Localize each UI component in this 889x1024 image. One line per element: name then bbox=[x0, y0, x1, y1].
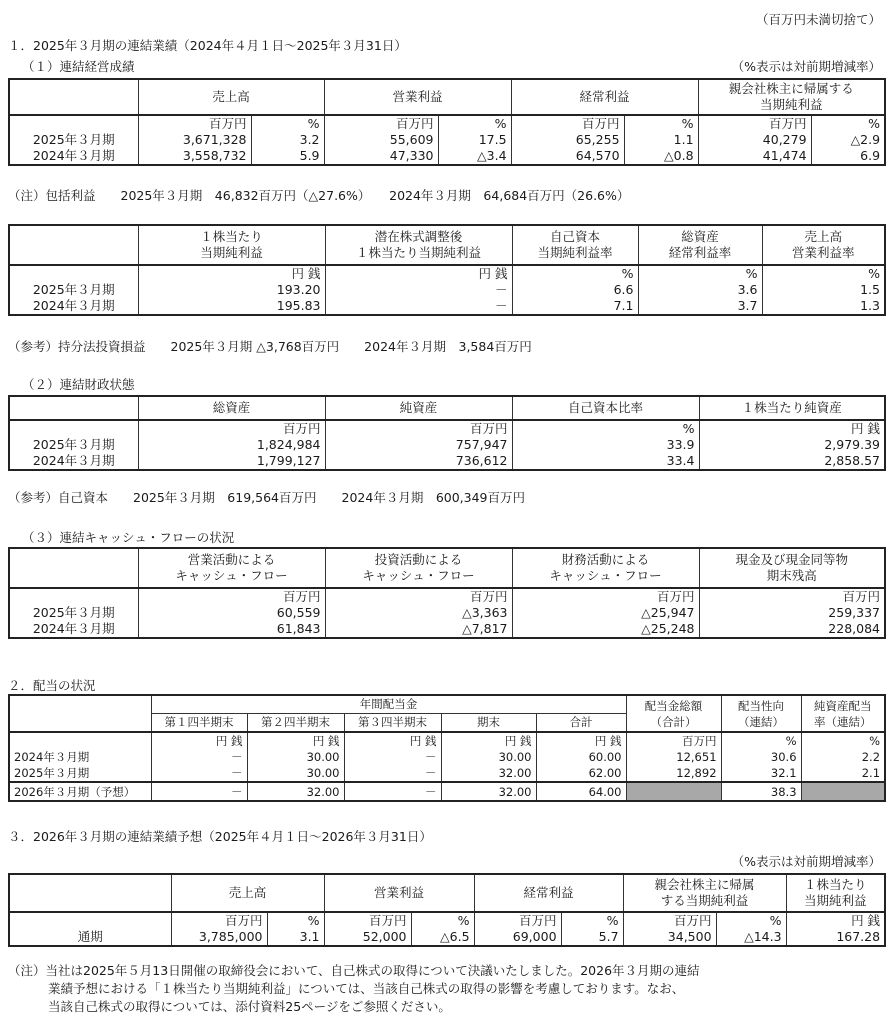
fc-header-eps: １株当たり 当期純利益 bbox=[786, 874, 885, 912]
table-row: 2025年３月期 1,824,984 757,947 33.9 2,979.39 bbox=[9, 437, 885, 453]
unit: 百万円 bbox=[474, 912, 561, 929]
unit: 円 銭 bbox=[344, 732, 441, 749]
fp-header-total-assets: 総資産 bbox=[138, 396, 325, 420]
shaded-cell bbox=[626, 782, 721, 801]
div-header-total: 配当金総額 （合計） bbox=[626, 695, 721, 732]
unit: % bbox=[251, 115, 324, 132]
table-row: 2024年３月期 － 30.00 － 30.00 60.00 12,651 30.6 2.2 bbox=[9, 749, 885, 765]
shaded-cell bbox=[801, 782, 885, 801]
unit: 百万円 bbox=[324, 115, 438, 132]
unit: % bbox=[438, 115, 511, 132]
fp-header-bps: １株当たり純資産 bbox=[699, 396, 885, 420]
cf-header-operating: 営業活動による キャッシュ・フロー bbox=[138, 548, 325, 588]
dividends-title: ２．配当の状況 bbox=[8, 678, 96, 693]
unit: 百万円 bbox=[699, 588, 885, 605]
div-header-sum: 合計 bbox=[536, 713, 626, 732]
unit: % bbox=[762, 265, 885, 282]
cash-flow-title: （３）連結キャッシュ・フローの状況 bbox=[22, 530, 235, 545]
unit: 百万円 bbox=[325, 588, 512, 605]
per-share-table bbox=[8, 224, 886, 316]
forecast-note: （注）当社は2025年５月13日開催の取締役会において、自己株式の取得について決議いたしました。2026年３月期の連結 業績予想における「１株当たり当期純利益」については、当該自己株式の取得の影響を考慮しております。なお、 当該自己株式の取得については、添付資料25ページをご参照ください。 bbox=[8, 963, 700, 1014]
results-corner bbox=[9, 79, 138, 115]
unit: 円 銭 bbox=[786, 912, 885, 929]
unit: % bbox=[716, 912, 786, 929]
table-row: 2025年３月期 3,671,328 3.2 55,609 17.5 65,255 1.1 40,279 △2.9 bbox=[9, 132, 885, 148]
unit: 百万円 bbox=[324, 912, 411, 929]
unit: 百万円 bbox=[698, 115, 811, 132]
results-table bbox=[8, 78, 886, 166]
forecast-row: 2026年３月期（予想） － 32.00 － 32.00 64.00 38.3 bbox=[9, 782, 885, 801]
table-row: 2024年３月期 1,799,127 736,612 33.4 2,858.57 bbox=[9, 453, 885, 470]
unit: % bbox=[811, 115, 885, 132]
equity-note: （参考）自己資本 2025年３月期 619,564百万円 2024年３月期 600,349百万円 bbox=[8, 490, 526, 505]
cf-header-cash: 現金及び現金同等物 期末残高 bbox=[699, 548, 885, 588]
unit: % bbox=[721, 732, 801, 749]
unit: 百万円 bbox=[325, 420, 512, 437]
row-label: 2025年３月期 bbox=[9, 132, 138, 148]
unit: % bbox=[561, 912, 623, 929]
row-label: 2024年３月期 bbox=[9, 148, 138, 165]
unit: 円 銭 bbox=[151, 732, 247, 749]
unit: 百万円 bbox=[138, 115, 251, 132]
table-row: 2025年３月期 － 30.00 － 32.00 62.00 12,892 32.1 2.1 bbox=[9, 765, 885, 782]
per-share-header-margin: 売上高 営業利益率 bbox=[762, 225, 885, 265]
per-share-header-roa: 総資産 経常利益率 bbox=[638, 225, 762, 265]
cf-header-investing: 投資活動による キャッシュ・フロー bbox=[325, 548, 512, 588]
unit: 百万円 bbox=[171, 912, 267, 929]
unit: % bbox=[512, 420, 699, 437]
results-header-op: 営業利益 bbox=[324, 79, 511, 115]
forecast-pct-note: （%表示は対前期増減率） bbox=[731, 854, 881, 869]
table-row: 2024年３月期 3,558,732 5.9 47,330 △3.4 64,570 △0.8 41,474 6.9 bbox=[9, 148, 885, 165]
unit: 百万円 bbox=[138, 588, 325, 605]
unit: 円 銭 bbox=[441, 732, 536, 749]
cf-header-financing: 財務活動による キャッシュ・フロー bbox=[512, 548, 699, 588]
financial-position-title: （２）連結財政状態 bbox=[22, 377, 135, 392]
fc-header-sales: 売上高 bbox=[171, 874, 324, 912]
fc-header-op: 営業利益 bbox=[324, 874, 474, 912]
per-share-header-diluted: 潜在株式調整後 １株当たり当期純利益 bbox=[325, 225, 512, 265]
table-row: 2025年３月期 193.20 － 6.6 3.6 1.5 bbox=[9, 282, 885, 298]
fc-header-ord: 経常利益 bbox=[474, 874, 623, 912]
div-header-year-end: 期末 bbox=[441, 713, 536, 732]
unit: 百万円 bbox=[512, 588, 699, 605]
div-header-q3: 第３四半期末 bbox=[344, 713, 441, 732]
dividends-group-header: 年間配当金 bbox=[151, 695, 626, 713]
unit: 円 銭 bbox=[138, 265, 325, 282]
unit: % bbox=[512, 265, 638, 282]
table-row: 通期 3,785,000 3.1 52,000 △6.5 69,000 5.7 34,500 △14.3 167.28 bbox=[9, 929, 885, 946]
fp-header-net-assets: 純資産 bbox=[325, 396, 512, 420]
per-share-header-eps: １株当たり 当期純利益 bbox=[138, 225, 325, 265]
results-header-np: 親会社株主に帰属する 当期純利益 bbox=[698, 79, 885, 115]
unit: % bbox=[624, 115, 698, 132]
div-header-q1: 第１四半期末 bbox=[151, 713, 247, 732]
section1-title: １．2025年３月期の連結業績（2024年４月１日～2025年３月31日） bbox=[8, 38, 407, 53]
financial-position-table bbox=[8, 395, 886, 471]
unit: 円 銭 bbox=[247, 732, 344, 749]
table-row: 2024年３月期 195.83 － 7.1 3.7 1.3 bbox=[9, 298, 885, 315]
unit: 百万円 bbox=[623, 912, 716, 929]
fp-header-equity-ratio: 自己資本比率 bbox=[512, 396, 699, 420]
sub1-title: （１）連結経営成績 bbox=[22, 59, 135, 74]
unit: % bbox=[267, 912, 324, 929]
forecast-table bbox=[8, 873, 886, 947]
unit: 百万円 bbox=[511, 115, 624, 132]
table-row: 2025年３月期 60,559 △3,363 △25,947 259,337 bbox=[9, 605, 885, 621]
forecast-title: ３．2026年３月期の連結業績予想（2025年４月１日～2026年３月31日） bbox=[8, 829, 432, 844]
equity-method-note: （参考）持分法投資損益 2025年３月期 △3,768百万円 2024年３月期 3,584百万円 bbox=[8, 339, 532, 354]
unit: % bbox=[801, 732, 885, 749]
unit: 円 銭 bbox=[536, 732, 626, 749]
pct-note: （%表示は対前期増減率） bbox=[731, 59, 881, 74]
div-header-q2: 第２四半期末 bbox=[247, 713, 344, 732]
unit: 円 銭 bbox=[699, 420, 885, 437]
unit-note: （百万円未満切捨て） bbox=[755, 12, 881, 27]
results-header-ord: 経常利益 bbox=[511, 79, 698, 115]
unit: 百万円 bbox=[626, 732, 721, 749]
comprehensive-income-note: （注）包括利益 2025年３月期 46,832百万円（△27.6%） 2024年３月期 64,684百万円（26.6%） bbox=[8, 188, 630, 203]
results-header-sales: 売上高 bbox=[138, 79, 324, 115]
per-share-header-roe: 自己資本 当期純利益率 bbox=[512, 225, 638, 265]
unit: 百万円 bbox=[138, 420, 325, 437]
cash-flow-table bbox=[8, 547, 886, 639]
dividends-table bbox=[8, 694, 886, 802]
table-row: 2024年３月期 61,843 △7,817 △25,248 228,084 bbox=[9, 621, 885, 638]
unit: 円 銭 bbox=[325, 265, 512, 282]
unit: % bbox=[638, 265, 762, 282]
unit: % bbox=[411, 912, 474, 929]
div-header-payout: 配当性向 （連結） bbox=[721, 695, 801, 732]
div-header-doe: 純資産配当 率（連結） bbox=[801, 695, 885, 732]
fc-header-np: 親会社株主に帰属 する当期純利益 bbox=[623, 874, 786, 912]
